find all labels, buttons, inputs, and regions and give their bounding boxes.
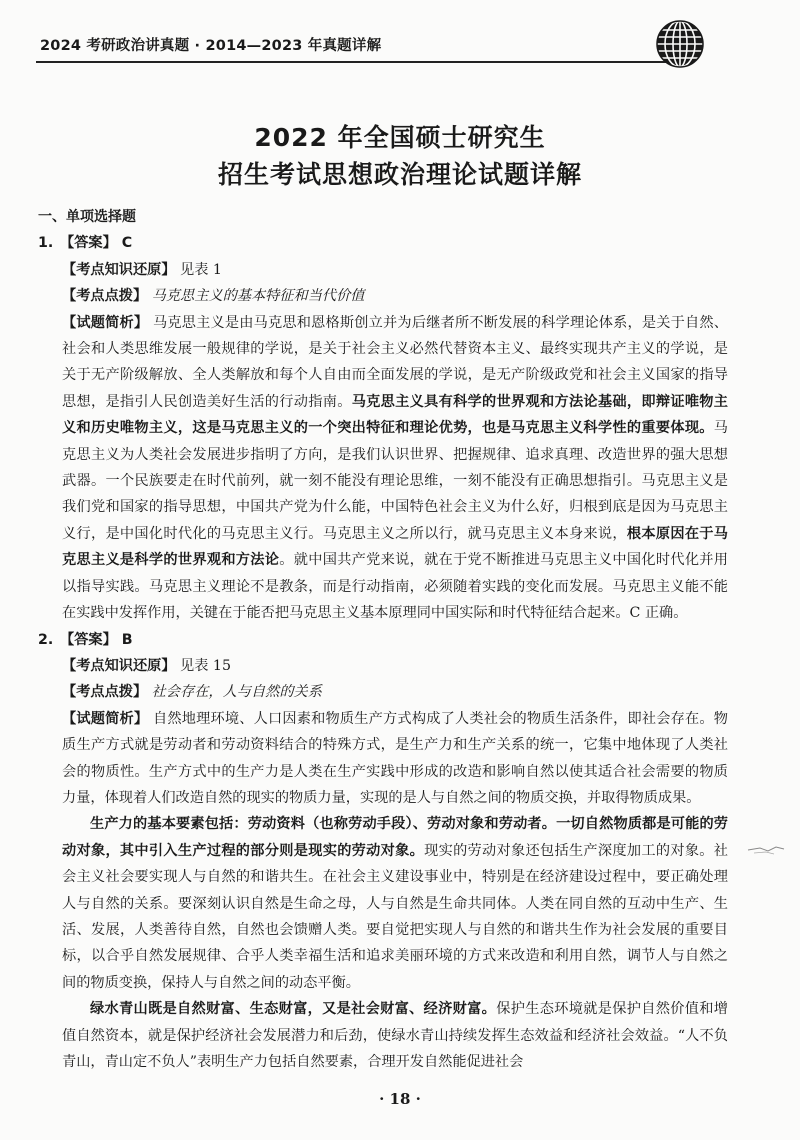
analysis-emphasis: 根本原因在于马克思主义是科学的世界观和方法论 (62, 525, 728, 569)
point-value: 社会存在，人与自然的关系 (151, 684, 322, 701)
knowledge-value: 见表 1 (180, 261, 222, 278)
knowledge-label: 【考点知识还原】 (62, 657, 176, 674)
analysis-paragraph (62, 811, 728, 996)
running-header (0, 0, 800, 62)
question-2-point (38, 679, 728, 705)
question-2-answer (38, 627, 728, 653)
analysis-text: 现实的劳动对象还包括生产深度加工的对象。社会主义社会要实现人与自然的和谐共生。在社会主义建设事业中，特别是在经济建设过程中，要正确处理人与自然的关系。要深刻认识自然是生命之母，人与自然是生命共同体。人类在同自然的互动中生产、生活、发展，人类善待自然，自然也会馈赠人类。要自觉把实现人与自然的和谐共生作为社会发展的重要目标，以合乎自然发展规律、合乎人类幸福生活和追求美丽环境的方式来改造和利用自然，调节人与自然之间的物质变换，保持人与自然之间的动态平衡。 (62, 842, 728, 991)
page-number: · 18 · (379, 1090, 421, 1108)
answer-label: 【答案】 (60, 235, 117, 252)
analysis-text: 马克思主义是由马克思和恩格斯创立并为后继者所不断发展的科学理论体系，是关于自然、社会和人类思维发展一般规律的学说，是关于社会主义必然代替资本主义、最终实现共产主义的学说，是关于无产阶级解放、全人类解放和每个人自由而全面发展的学说，是无产阶级政党和社会主义国家的指导思想，是指引人民创造美好生活的行动指南。 (62, 314, 728, 410)
document-title-line-1: 2022 年全国硕士研究生 (254, 123, 546, 152)
question-1-analysis (38, 310, 728, 627)
analysis-text: 马克思主义为人类社会发展进步指明了方向，是我们认识世界、把握规律、追求真理、改造世界的强大思想武器。一个民族要走在时代前列，就一刻不能没有理论思维，一刻不能没有正确思想指引。马克思主义是我们党和国家的指导思想，中国共产党为什么能，中国特色社会主义为什么好，归根到底是因为马克思主义行，是中国化时代化的马克思主义行。马克思主义之所以行，就马克思主义本身来说， (62, 420, 728, 542)
analysis-paragraph (62, 996, 728, 1075)
answer-content (38, 204, 728, 1075)
analysis-label: 【试题简析】 (62, 314, 149, 331)
knowledge-value: 见表 15 (180, 657, 231, 674)
header-rule (36, 61, 686, 63)
question-1-point (38, 283, 728, 309)
point-value: 马克思主义的基本特征和当代价值 (151, 288, 365, 305)
question-number: 1. (38, 235, 54, 252)
analysis-emphasis: 生产力的基本要素包括：劳动资料（也称劳动手段）、劳动对象和劳动者。一切自然物质都是可能的劳动对象，其中引入生产过程的部分则是现实的劳动对象。 (62, 816, 728, 859)
analysis-label: 【试题简析】 (62, 710, 149, 727)
point-label: 【考点点拨】 (62, 288, 148, 305)
running-title: 2024 考研政治讲真题 · 2014—2023 年真题详解 (40, 38, 382, 54)
analysis-text: 自然地理环境、人口因素和物质生产方式构成了人类社会的物质生活条件，即社会存在。物质生产方式就是劳动者和劳动资料结合的特殊方式，是生产力和生产关系的统一，它集中地体现了人类社会的物质性。生产方式中的生产力是人类在生产实践中形成的改造和影响自然以使其适合社会需要的物质力量，体现着人们改造自然的现实的物质力量，实现的是人与自然之间的物质交换，并取得物质成果。 (62, 710, 728, 806)
document-title-line-2: 招生考试思想政治理论试题详解 (217, 160, 582, 189)
section-heading: 一、单项选择题 (38, 209, 136, 225)
question-2-analysis (38, 706, 728, 1076)
margin-scribble (746, 842, 786, 856)
globe-logo-icon (654, 18, 706, 70)
answer-value: C (121, 235, 133, 252)
question-number: 2. (38, 631, 54, 648)
analysis-text: 。就中国共产党来说，就在于党不断推进马克思主义中国化时代化并用以指导实践。马克思主义理论不是教条，而是行动指南，必须随着实践的变化而发展。马克思主义能不能在实践中发挥作用，关键在于能否把马克思主义基本原理同中国实际和时代特征结合起来。C 正确。 (62, 552, 728, 622)
answer-label: 【答案】 (60, 631, 117, 648)
point-label: 【考点点拨】 (62, 684, 148, 701)
knowledge-label: 【考点知识还原】 (62, 261, 176, 278)
analysis-emphasis: 马克思主义具有科学的世界观和方法论基础，即辩证唯物主义和历史唯物主义，这是马克思主义的一个突出特征和理论优势，也是马克思主义科学性的重要体现。 (62, 393, 728, 437)
analysis-emphasis: 绿水青山既是自然财富、生态财富，又是社会财富、经济财富。 (90, 1001, 497, 1018)
question-1-answer (38, 230, 728, 256)
question-1-knowledge (38, 257, 728, 283)
analysis-text: 保护生态环境就是保护自然价值和增值自然资本，就是保护经济社会发展潜力和后劲，使绿水青山持续发挥生态效益和经济社会效益。“人不负青山，青山定不负人”表明生产力包括自然要素，合理开发自然能促进社会 (62, 1001, 728, 1070)
answer-value: B (121, 631, 133, 648)
question-2-knowledge (38, 653, 728, 679)
